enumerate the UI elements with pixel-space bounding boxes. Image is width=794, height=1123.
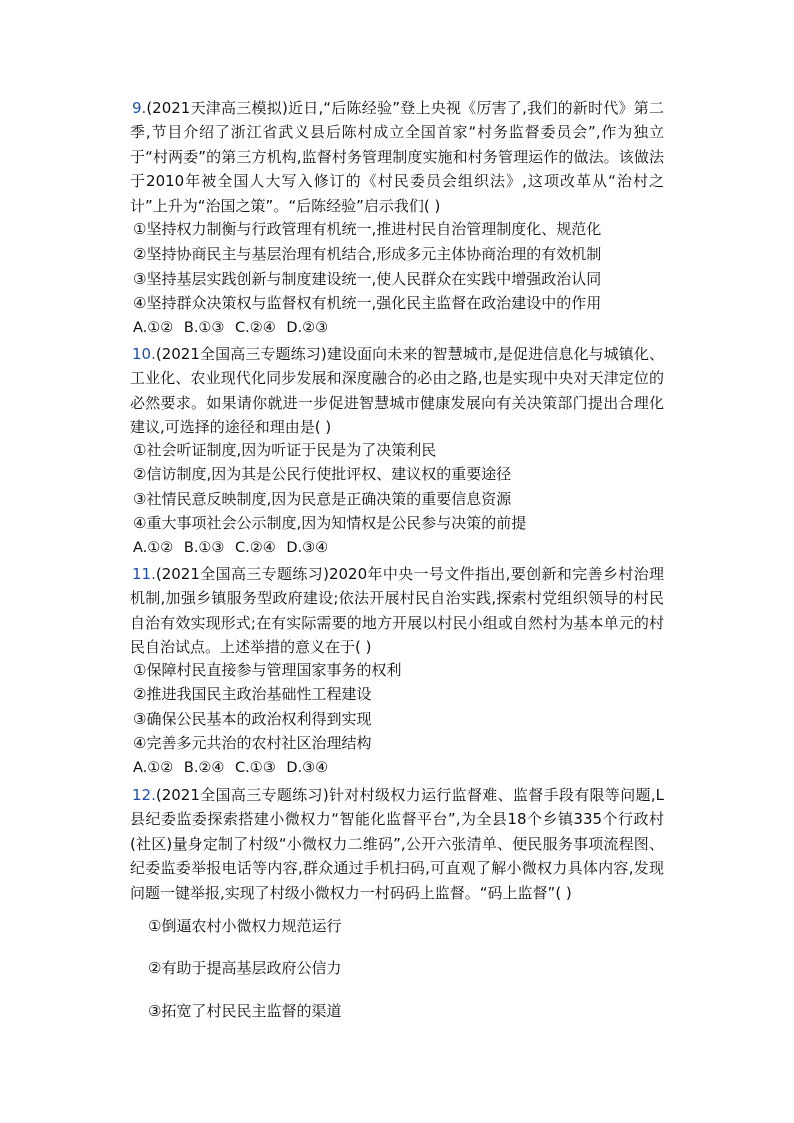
- question-10-stem: [130, 342, 664, 440]
- question-12-number: 12.: [132, 786, 156, 804]
- question-9-option-4: ④坚持群众决策权与监督权有机统一,强化民主监督在政治建设中的作用: [133, 294, 602, 312]
- question-10-option-4: ④重大事项社会公示制度,因为知情权是公民参与决策的前提: [133, 514, 527, 532]
- question-10-option-2: ②信访制度,因为其是公民行使批评权、建议权的重要途径: [133, 465, 512, 483]
- question-9-option-2: ②坚持协商民主与基层治理有机结合,形成多元主体协商治理的有效机制: [133, 245, 602, 263]
- question-11-text: 2020年中央一号文件指出,要创新和完善乡村治理机制,加强乡镇服务型政府建设;依法开展村民自治实践,探索村党组织领导的村民自治有效实现形式;在有实际需要的地方开展以村民小组或自然村为基本单元的村民自治试点。上述举措的意义在于( ): [130, 565, 664, 657]
- question-10-option-1: ①社会听证制度,因为听证于民是为了决策利民: [133, 441, 437, 459]
- question-12-option-2: ②有助于提高基层政府公信力: [148, 959, 342, 977]
- question-12-option-3: ③拓宽了村民民主监督的渠道: [148, 1002, 342, 1020]
- question-11-source: (2021全国高三专题练习): [155, 565, 329, 583]
- question-9-option-3: ③坚持基层实践创新与制度建设统一,使人民群众在实践中增强政治认同: [133, 270, 602, 288]
- question-11-option-2: ②推进我国民主政治基础性工程建设: [133, 685, 372, 703]
- question-11-stem: [130, 562, 664, 660]
- question-9-number: 9.: [132, 99, 147, 117]
- question-10-number: 10.: [132, 345, 156, 363]
- question-9-stem: [130, 96, 664, 218]
- question-12: [130, 783, 664, 905]
- question-12-text: 针对村级权力运行监督难、监督手段有限等问题,L县纪委监委探索搭建小微权力“智能化监督平台”,为全县18个乡镇335个行政村(社区)量身定制了村级“小微权力二维码”,公开六张清单、便民服务事项流程图、纪委监委举报电话等内容,群众通过手机扫码,可直观了解小微权力具体内容,发现问题一键举报,实现了村级小微权力一村码码上监督。“码上监督”( ): [130, 786, 664, 902]
- question-9-option-1: ①坚持权力制衡与行政管理有机统一,推进村民自治管理制度化、规范化: [133, 220, 602, 238]
- question-11-number: 11.: [132, 565, 156, 583]
- question-9: [130, 96, 664, 218]
- question-10-option-3: ③社情民意反映制度,因为民意是正确决策的重要信息资源: [133, 490, 512, 508]
- question-10-source: (2021全国高三专题练习): [155, 345, 327, 363]
- question-12-source: (2021全国高三专题练习): [155, 786, 329, 804]
- question-9-source: (2021天津高三模拟): [146, 99, 288, 117]
- question-11-answer-choices: A.①② B.②④ C.①③ D.③④: [133, 760, 329, 776]
- question-10-answer-choices: A.①② B.①③ C.②④ D.③④: [133, 540, 329, 556]
- question-11: [130, 562, 664, 660]
- question-11-option-4: ④完善多元共治的农村社区治理结构: [133, 734, 372, 752]
- question-10: [130, 342, 664, 440]
- question-11-option-1: ①保障村民直接参与管理国家事务的权利: [133, 661, 402, 679]
- question-12-option-1: ①倒逼农村小微权力规范运行: [148, 917, 342, 935]
- question-11-option-3: ③确保公民基本的政治权利得到实现: [133, 710, 372, 728]
- question-12-stem: [130, 783, 664, 905]
- question-9-answer-choices: A.①② B.①③ C.②④ D.②③: [133, 320, 329, 336]
- question-9-text: 近日,“后陈经验”登上央视《厉害了,我们的新时代》第二季,节目介绍了浙江省武义县后陈村成立全国首家“村务监督委员会”,作为独立于“村两委”的第三方机构,监督村务管理制度实施和村务管理运作的做法。该做法于2010年被全国人大写入修订的《村民委员会组织法》,这项改革从“治村之计”上升为“治国之策”。“后陈经验”启示我们( ): [130, 99, 664, 215]
- question-10-text: 建设面向未来的智慧城市,是促进信息化与城镇化、工业化、农业现代化同步发展和深度融合的必由之路,也是实现中央对天津定位的必然要求。如果请你就进一步促进智慧城市健康发展向有关决策部门提出合理化建议,可选择的途径和理由是( ): [130, 345, 664, 437]
